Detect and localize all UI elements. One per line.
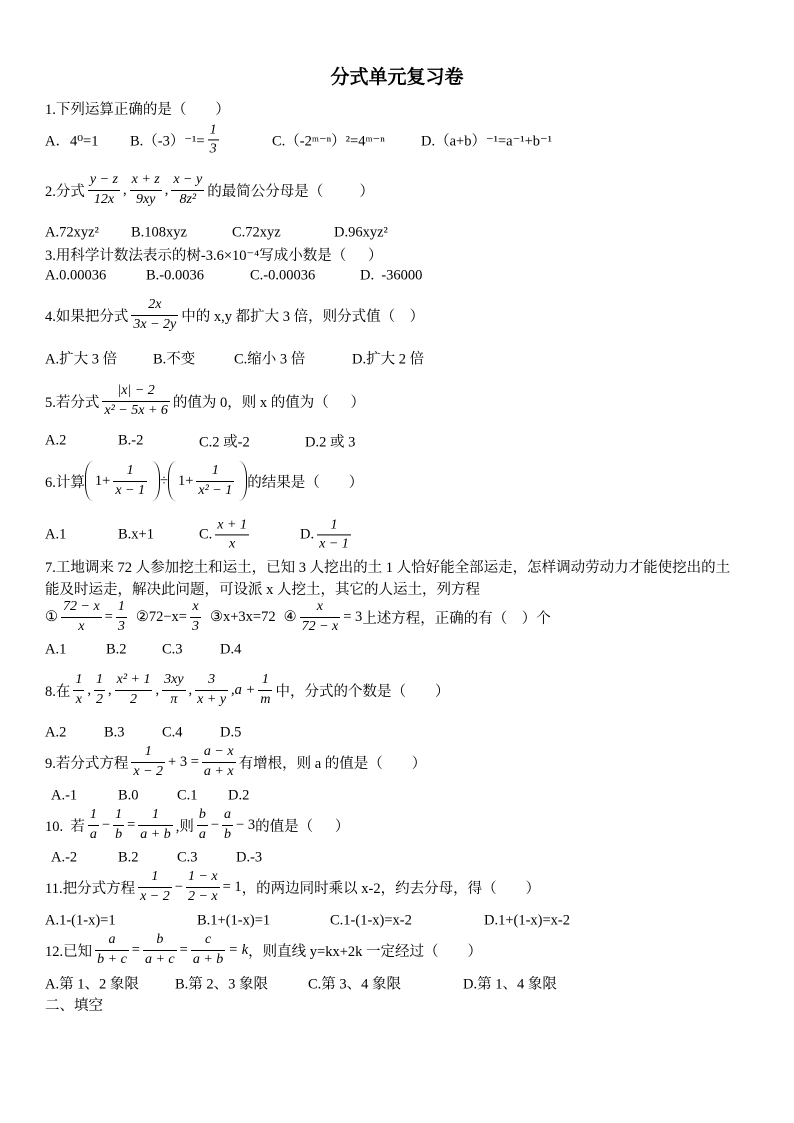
- fraction: [162, 672, 185, 707]
- question-text: 10. 若: [45, 818, 85, 835]
- denominator: 3x − 2y: [133, 316, 177, 332]
- option-c: C.1-(1-x)=x-2: [330, 912, 412, 929]
- question-text: 的结果是（ ）: [247, 474, 364, 491]
- option-d: D.2 或 3: [305, 434, 356, 451]
- denominator: 2 − x: [187, 888, 218, 904]
- fraction: [130, 172, 162, 207]
- question-text: 的最简公分母是（ ）: [207, 183, 374, 200]
- fraction: [208, 122, 219, 157]
- numerator: 3xy: [164, 672, 184, 688]
- numerator: 1: [126, 463, 134, 479]
- numerator: x² + 1: [116, 672, 151, 688]
- right-paren: [152, 461, 160, 501]
- question-text: 的值为 0，则 x 的值为（ ）: [172, 394, 366, 411]
- question-text: 12.已知: [45, 943, 93, 960]
- option-b: B.2: [118, 849, 139, 866]
- option-a: A.第 1、2 象限: [45, 976, 139, 993]
- numerator: c: [204, 932, 212, 948]
- numerator: |x| − 2: [117, 383, 155, 399]
- fraction: [115, 672, 153, 707]
- option-c: C.72xyz: [232, 224, 281, 241]
- question-text: ，的两边同时乘以 x-2，约去分母，得（ ）: [241, 880, 541, 897]
- numerator: 1: [151, 807, 159, 823]
- numerator: 3: [208, 672, 216, 688]
- equation-3-text: ③x+3x=72: [209, 608, 276, 625]
- option-c: C.（-2ᵐ⁻ⁿ）²=4ᵐ⁻ⁿ: [272, 133, 385, 150]
- option-label: C.: [199, 526, 213, 543]
- option-d: D.5: [220, 724, 242, 741]
- left-paren: [168, 461, 176, 501]
- option-a: A.1-(1-x)=1: [45, 912, 116, 929]
- question-text: 的值是（ ）: [255, 818, 350, 835]
- numerator: 1 − x: [187, 869, 218, 885]
- denominator: x − 1: [115, 482, 145, 498]
- question-8-stem: [45, 670, 449, 710]
- numerator: 1: [96, 672, 103, 688]
- question-text: 中，分式的个数是（ ）: [275, 683, 450, 700]
- question-3-options: [0, 256, 794, 296]
- question-text: 上述方程，正确的有（ ）个: [362, 610, 551, 627]
- question-text: 3.用科学计数法表示的树-3.6×10⁻⁴写成小数是（ ）: [45, 247, 383, 264]
- option-b: [130, 122, 222, 157]
- option-a: A.72xyz²: [45, 224, 99, 241]
- option-c: C.第 3、4 象限: [308, 976, 402, 993]
- equals-sign: =: [179, 941, 188, 958]
- math-text: = 3: [343, 608, 363, 625]
- fraction: [113, 463, 147, 498]
- denominator: 12x: [88, 190, 120, 208]
- denominator: x² − 1: [198, 482, 233, 498]
- option-c: C.缩小 3 倍: [234, 351, 306, 368]
- math-text: = k: [228, 941, 249, 958]
- option-c: C.3: [162, 641, 183, 658]
- numerator: 2x: [148, 297, 162, 313]
- numerator: 1: [115, 807, 123, 823]
- option-c: C.-0.00036: [250, 267, 316, 284]
- numerator: x: [316, 599, 324, 615]
- denominator: x: [61, 617, 102, 635]
- denominator: x: [73, 690, 84, 708]
- separator: ,: [188, 681, 193, 698]
- parenthesized-expression: [168, 461, 247, 501]
- numerator: 1: [89, 807, 97, 823]
- fraction: [196, 463, 234, 498]
- option-d: D.-3: [236, 849, 263, 866]
- minus-sign: −: [174, 878, 183, 895]
- left-paren: [85, 461, 93, 501]
- option-a: A.1: [45, 641, 67, 658]
- numerator: 72 − x: [63, 599, 100, 615]
- option-a: A.2: [45, 724, 67, 741]
- denominator: x − 2: [133, 763, 164, 779]
- page-title: 分式单元复习卷: [330, 67, 464, 88]
- option-b: B.第 2、3 象限: [175, 976, 269, 993]
- denominator: 3: [191, 618, 199, 634]
- denominator: x: [215, 535, 249, 553]
- fraction: [88, 172, 120, 207]
- separator: ,: [122, 181, 127, 198]
- denominator: a + b: [192, 951, 224, 967]
- denominator: x² − 5x + 6: [104, 402, 168, 418]
- denominator: b + c: [97, 951, 127, 967]
- question-text: 中的 x,y 都扩大 3 倍，则分式值（ ）: [181, 308, 425, 325]
- numerator: x + 1: [217, 517, 247, 533]
- option-d: D.第 1、4 象限: [463, 976, 557, 993]
- denominator: a + c: [144, 951, 175, 967]
- question-5-options: [0, 421, 794, 461]
- question-text: 能及时运走，解决此问题，可设派 x 人挖土，其它的人运土，列方程: [45, 581, 480, 598]
- denominator: 3: [209, 141, 217, 157]
- parenthesized-expression: [85, 461, 160, 501]
- denominator: 72 − x: [301, 618, 339, 634]
- option-d: D.扩大 2 倍: [352, 351, 425, 368]
- denominator: a + x: [203, 763, 234, 779]
- numerator: a: [108, 932, 116, 948]
- option-b: B.108xyz: [131, 224, 187, 241]
- option-b: B.-2: [118, 432, 144, 449]
- denominator: b: [115, 826, 123, 842]
- question-4-options: [0, 338, 794, 378]
- separator: ,: [164, 181, 169, 198]
- fraction: [131, 744, 165, 779]
- fraction: [102, 383, 170, 418]
- option-a: A.-2: [51, 849, 78, 866]
- question-text: 6.计算: [45, 474, 85, 491]
- numerator: 1: [330, 517, 338, 533]
- denominator: 8z²: [171, 190, 204, 208]
- question-2-stem: [45, 170, 374, 210]
- fraction: [258, 672, 272, 707]
- section-title: 二、填空: [45, 997, 103, 1014]
- fraction: [202, 744, 236, 779]
- option-label: D.: [300, 526, 315, 543]
- numerator: x: [192, 599, 199, 615]
- numerator: y − z: [89, 172, 118, 188]
- section-heading: [45, 984, 103, 1024]
- question-text: 8.在: [45, 683, 71, 700]
- numerator: 1: [209, 122, 217, 138]
- numerator: x + z: [131, 172, 160, 188]
- question-text: 有增根，则 a 的值是（ ）: [238, 755, 427, 772]
- option-b: B.1+(1-x)=1: [197, 912, 271, 929]
- option-a: A.扩大 3 倍: [45, 351, 118, 368]
- question-text: 7.工地调来 72 人参加挖土和运土，已知 3 人挖出的土 1 人恰好能全部运走，怎样调动劳动力才能使挖出的土: [45, 559, 731, 576]
- option-b: B.2: [106, 641, 127, 658]
- option-d: D.2: [228, 787, 250, 804]
- fraction: [171, 172, 204, 207]
- question-text: ，则直线 y=kx+2k 一定经过（ ）: [248, 943, 483, 960]
- option-d: D.4: [220, 641, 242, 658]
- numerator: 1: [261, 672, 269, 688]
- denominator: 2: [115, 690, 153, 708]
- option-c: C.4: [162, 724, 183, 741]
- question-6-stem: [45, 461, 363, 501]
- question-1-options: [0, 120, 794, 160]
- separator: ,: [108, 681, 112, 698]
- divide-sign: ÷: [159, 472, 168, 489]
- question-12-options: [0, 963, 794, 1003]
- option-a: A.1: [45, 526, 67, 543]
- option-c: C.3: [177, 849, 198, 866]
- question-text: 2.分式: [45, 183, 85, 200]
- option-a: A.-1: [51, 787, 78, 804]
- equals-sign: =: [104, 608, 113, 625]
- option-b: B.-0.0036: [146, 267, 204, 284]
- minus-sign: −: [210, 816, 220, 833]
- numerator: 1: [75, 672, 83, 688]
- separator: ,: [155, 681, 160, 698]
- option-b: B.x+1: [118, 526, 154, 543]
- denominator: π: [162, 690, 185, 708]
- question-text: 11.把分式方程: [45, 880, 136, 897]
- denominator: m: [260, 691, 271, 707]
- equals-sign: =: [131, 941, 140, 958]
- denominator: a: [89, 826, 97, 842]
- right-paren: [239, 461, 247, 501]
- math-text: − 3: [236, 816, 256, 833]
- math-text: 1+: [94, 472, 111, 489]
- math-text: = 1: [222, 878, 242, 895]
- math-text: + 3 =: [168, 753, 199, 770]
- minus-sign: −: [101, 816, 111, 833]
- equation-marker: ④: [283, 608, 297, 625]
- fraction: [94, 672, 105, 707]
- equals-sign: =: [127, 816, 136, 833]
- option-b: B.0: [118, 787, 139, 804]
- denominator: x − 2: [140, 888, 170, 904]
- numerator: 1: [144, 744, 152, 760]
- numerator: x − y: [173, 172, 203, 188]
- numerator: 1: [117, 599, 125, 615]
- option-c: C.2 或-2: [199, 434, 250, 451]
- option-d: D.1+(1-x)=x-2: [484, 912, 571, 929]
- denominator: 2: [96, 691, 103, 707]
- question-text: ,则: [175, 818, 194, 835]
- numerator: b: [156, 932, 164, 948]
- question-text: 9.若分式方程: [45, 755, 129, 772]
- fraction: [73, 672, 84, 707]
- numerator: a: [224, 807, 232, 823]
- option-a: A.2: [45, 432, 67, 449]
- denominator: a + b: [140, 826, 171, 842]
- option-a: A.0.00036: [45, 267, 107, 284]
- denominator: 3: [117, 618, 125, 634]
- option-text: B.（-3）⁻¹=: [130, 133, 205, 150]
- numerator: a − x: [203, 744, 234, 760]
- denominator: x − 1: [319, 536, 349, 552]
- question-7-options: [0, 630, 794, 670]
- fraction: [195, 672, 228, 707]
- separator: ,: [87, 681, 91, 698]
- option-a: A．4⁰=1: [45, 133, 99, 150]
- denominator: b: [224, 826, 232, 842]
- option-d: D. -36000: [360, 267, 423, 284]
- option-d: D.（a+b）⁻¹=a⁻¹+b⁻¹: [421, 133, 553, 150]
- fraction: [186, 869, 220, 904]
- option-b: B.不变: [153, 351, 196, 368]
- separator: ,: [231, 681, 235, 698]
- question-4-stem: [45, 295, 424, 335]
- numerator: 1: [151, 869, 159, 885]
- question-5-stem: [45, 381, 365, 421]
- equation-marker: ①: [45, 608, 58, 625]
- denominator: a: [198, 826, 206, 842]
- numerator: 1: [211, 463, 219, 479]
- denominator: 9xy: [130, 190, 162, 208]
- question-text: 5.若分式: [45, 394, 100, 411]
- denominator: x + y: [197, 691, 227, 707]
- option-d: D.96xyz²: [334, 224, 388, 241]
- option-c: C.1: [177, 787, 198, 804]
- math-text: a +: [234, 681, 256, 698]
- fraction: [131, 297, 178, 332]
- question-text: 1.下列运算正确的是（ ）: [45, 101, 230, 118]
- question-text: 4.如果把分式: [45, 308, 129, 325]
- fraction: [138, 869, 172, 904]
- equation-2-text: ②72−x=: [135, 608, 187, 625]
- numerator: b: [198, 807, 206, 823]
- math-text: 1+: [177, 472, 194, 489]
- option-b: B.3: [104, 724, 125, 741]
